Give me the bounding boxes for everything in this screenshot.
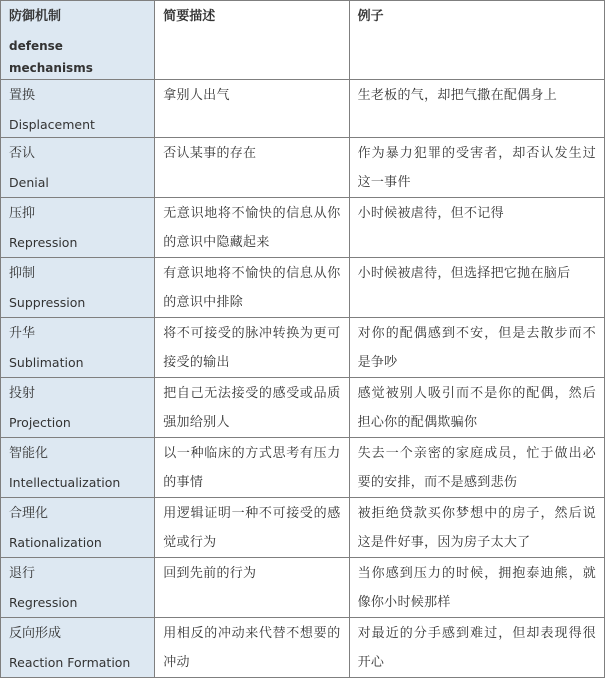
example-cell: 感觉被别人吸引而不是你的配偶，然后担心你的配偶欺骗你 bbox=[349, 378, 604, 438]
table-row bbox=[1, 438, 605, 498]
description-cell: 用逻辑证明一种不可接受的感觉或行为 bbox=[155, 498, 349, 558]
table-row bbox=[1, 318, 605, 378]
mechanism-cell: 抑制 Suppression bbox=[1, 258, 155, 318]
description-cell: 把自己无法接受的感受或品质强加给别人 bbox=[155, 378, 349, 438]
description-cell: 有意识地将不愉快的信息从你的意识中排除 bbox=[155, 258, 349, 318]
table-row bbox=[1, 378, 605, 438]
header-example: 例子 bbox=[349, 1, 604, 80]
example-cell: 作为暴力犯罪的受害者，却否认发生过这一事件 bbox=[349, 138, 604, 198]
mechanism-cell: 压抑 Repression bbox=[1, 198, 155, 258]
header-mechanism-en: defense mechanisms bbox=[9, 39, 93, 75]
mechanism-cell: 否认 Denial bbox=[1, 138, 155, 198]
description-cell: 将不可接受的脉冲转换为更可接受的输出 bbox=[155, 318, 349, 378]
mechanism-cell: 合理化 Rationalization bbox=[1, 498, 155, 558]
description-cell: 否认某事的存在 bbox=[155, 138, 349, 198]
mechanism-cell: 退行 Regression bbox=[1, 558, 155, 618]
example-cell: 对最近的分手感到难过，但却表现得很开心 bbox=[349, 618, 604, 678]
mechanism-cell: 反向形成 Reaction Formation bbox=[1, 618, 155, 678]
table-row bbox=[1, 80, 605, 138]
table-row bbox=[1, 618, 605, 678]
example-cell: 生老板的气，却把气撒在配偶身上 bbox=[349, 80, 604, 138]
table-row bbox=[1, 198, 605, 258]
table-row bbox=[1, 558, 605, 618]
example-cell: 当你感到压力的时候，拥抱泰迪熊，就像你小时候那样 bbox=[349, 558, 604, 618]
table-row bbox=[1, 258, 605, 318]
header-mechanism-zh: 防御机制 bbox=[9, 9, 62, 24]
example-cell: 小时候被虐待，但选择把它抛在脑后 bbox=[349, 258, 604, 318]
description-cell: 拿别人出气 bbox=[155, 80, 349, 138]
example-cell: 被拒绝贷款买你梦想中的房子，然后说这是件好事，因为房子太大了 bbox=[349, 498, 604, 558]
table-row bbox=[1, 138, 605, 198]
description-cell: 无意识地将不愉快的信息从你的意识中隐藏起来 bbox=[155, 198, 349, 258]
header-description: 简要描述 bbox=[155, 1, 349, 80]
table-row bbox=[1, 498, 605, 558]
mechanism-cell: 置换 Displacement bbox=[1, 80, 155, 138]
example-cell: 对你的配偶感到不安，但是去散步而不是争吵 bbox=[349, 318, 604, 378]
example-cell: 失去一个亲密的家庭成员，忙于做出必要的安排，而不是感到悲伤 bbox=[349, 438, 604, 498]
header-mechanism bbox=[1, 1, 155, 80]
description-cell: 用相反的冲动来代替不想要的冲动 bbox=[155, 618, 349, 678]
example-cell: 小时候被虐待，但不记得 bbox=[349, 198, 604, 258]
table-header-row bbox=[1, 1, 605, 80]
mechanism-cell: 升华 Sublimation bbox=[1, 318, 155, 378]
description-cell: 回到先前的行为 bbox=[155, 558, 349, 618]
description-cell: 以一种临床的方式思考有压力的事情 bbox=[155, 438, 349, 498]
mechanism-cell: 智能化 Intellectualization bbox=[1, 438, 155, 498]
mechanism-cell: 投射 Projection bbox=[1, 378, 155, 438]
